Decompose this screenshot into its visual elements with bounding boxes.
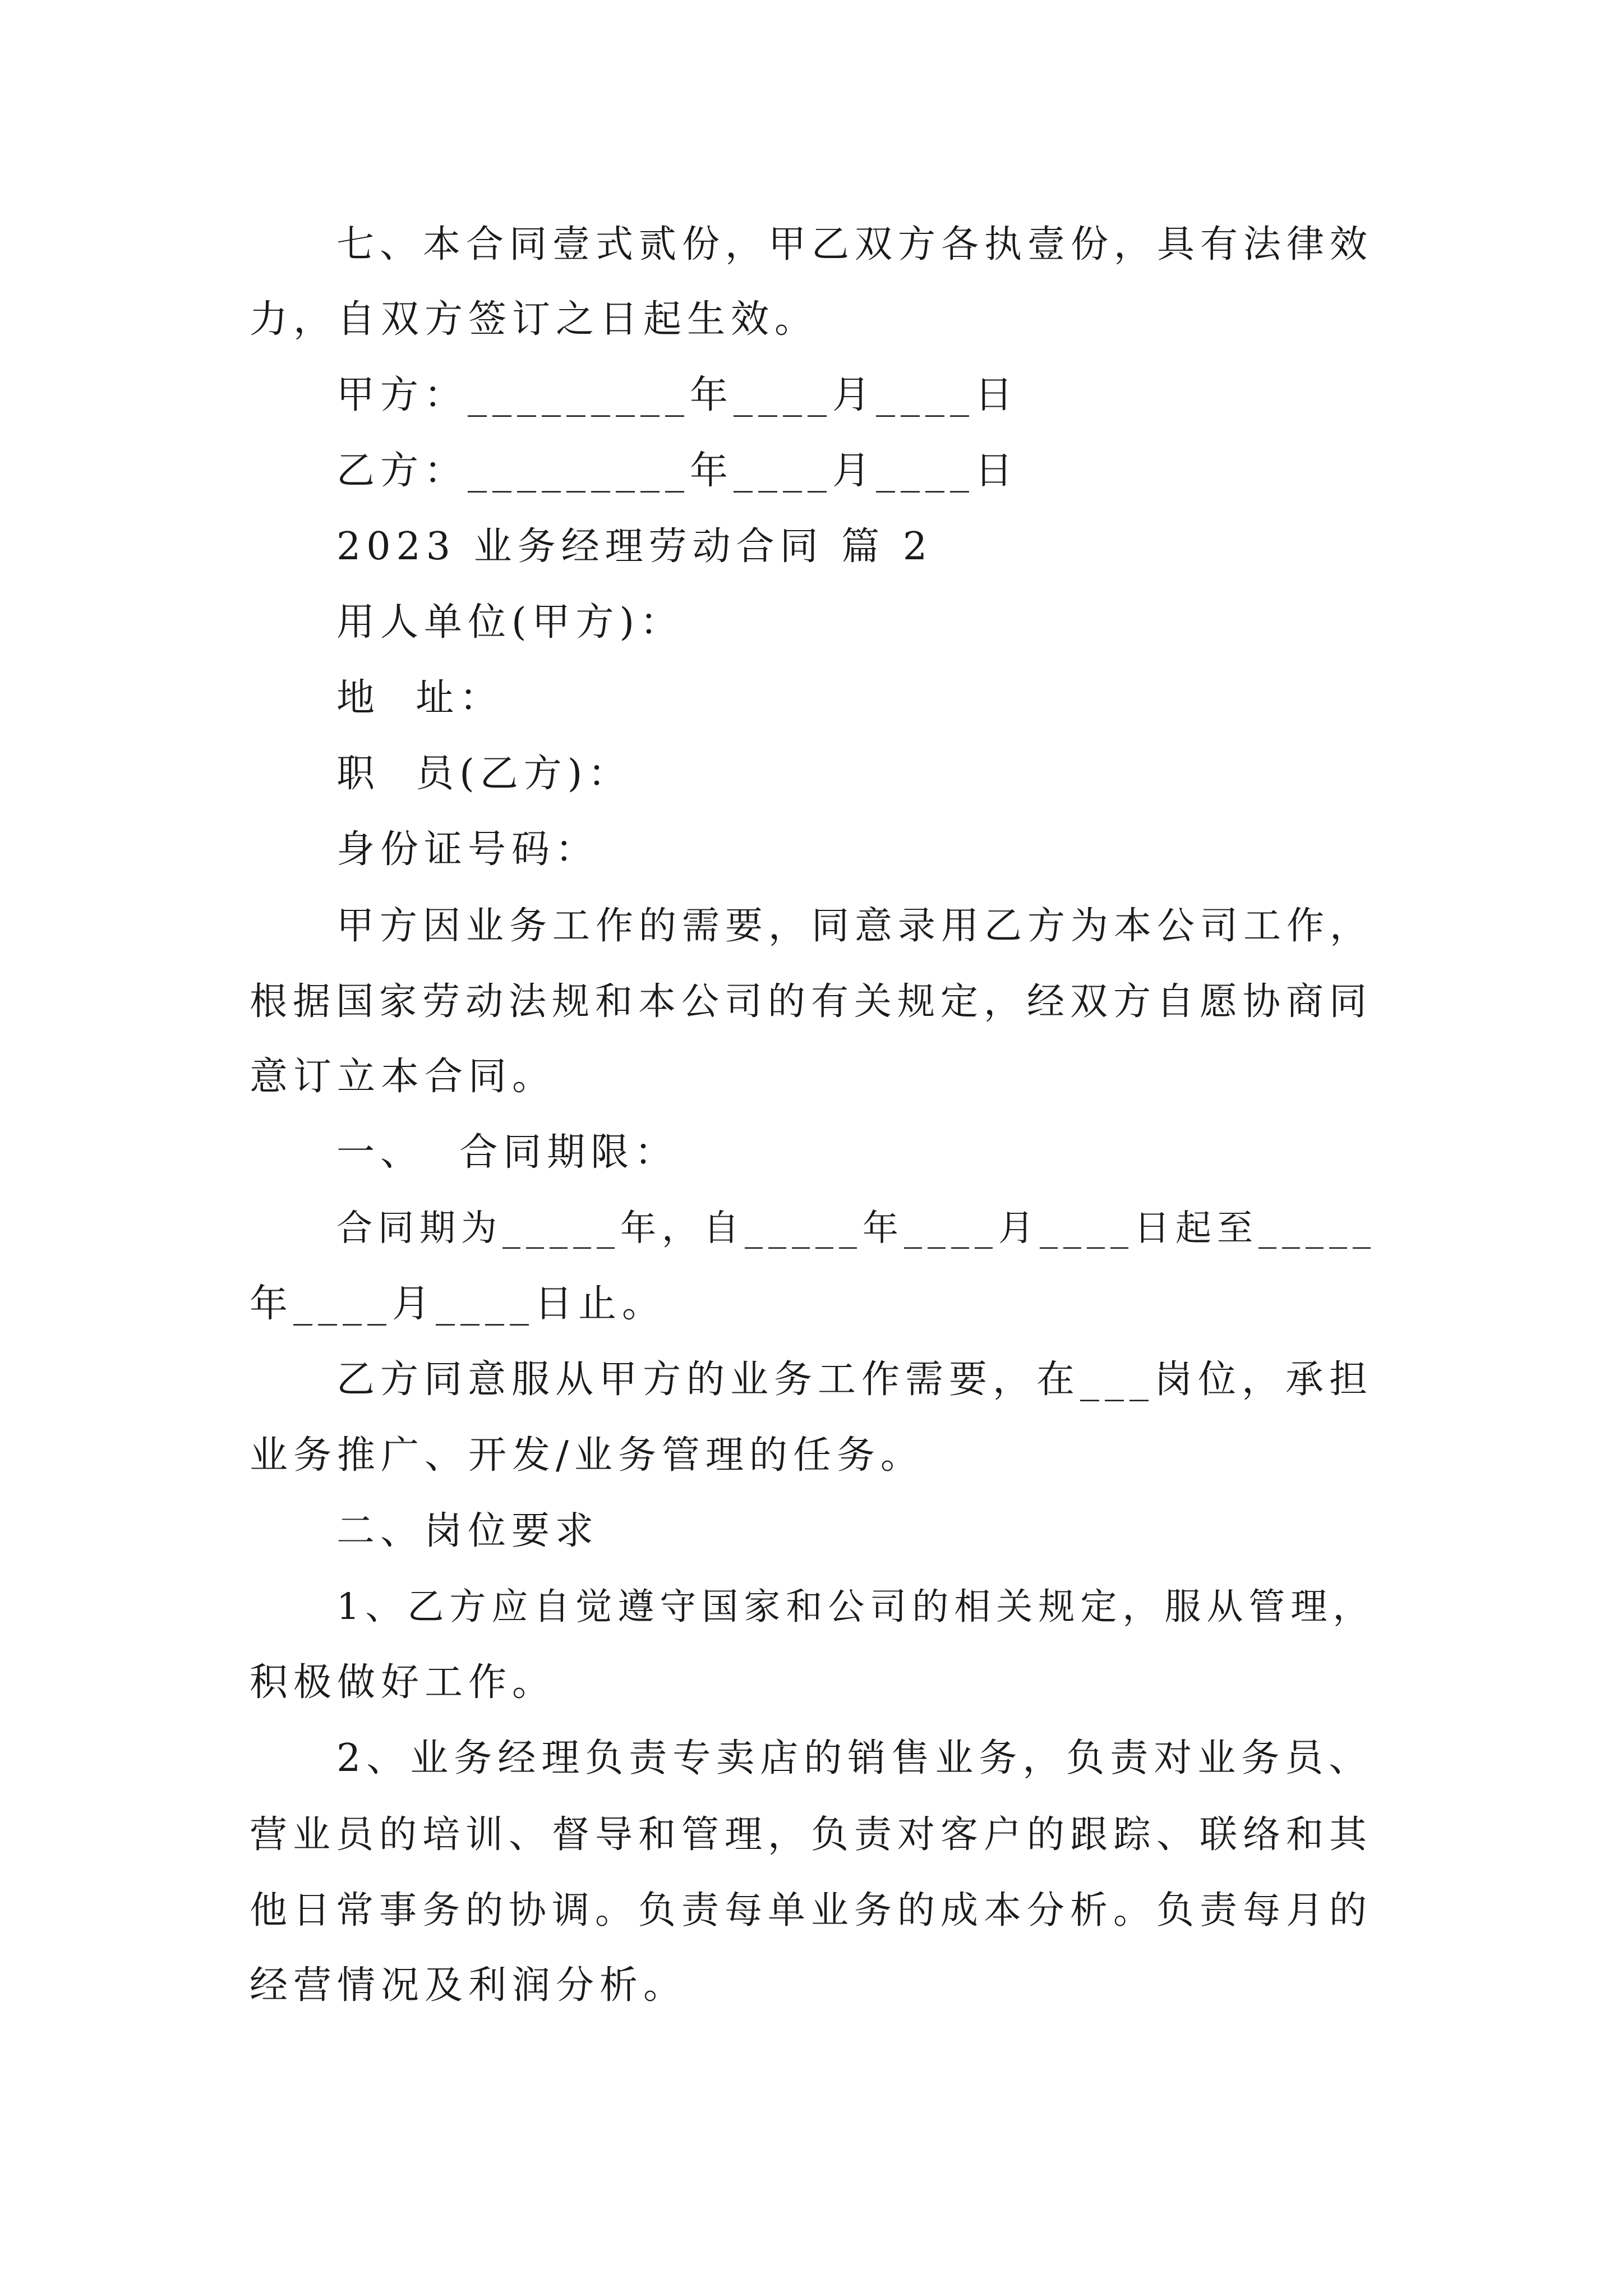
position-line-2: 业务推广、开发/业务管理的任务。 [250, 1433, 924, 1478]
employee-field: 职 员(乙方)： [336, 752, 632, 796]
clause-1-heading: 一、 合同期限： [336, 1130, 679, 1175]
section-heading: 2023 业务经理劳动合同 篇 2 [336, 524, 933, 569]
requirement-1-line-2: 积极做好工作。 [250, 1660, 556, 1705]
clause-7-line-1: 七、本合同壹式贰份，甲乙双方各执壹份，具有法律效 [336, 222, 1373, 266]
requirement-2-line-3: 他日常事务的协调。负责每单业务的成本分析。负责每月的 [250, 1888, 1372, 1932]
address-field: 地 址： [336, 676, 504, 720]
requirement-2-line-4: 经营情况及利润分析。 [250, 1963, 688, 2008]
term-line-1: 合同期为_____年，自_____年____月____日起至_____ [336, 1208, 1376, 1249]
preamble-line-2: 根据国家劳动法规和本公司的有关规定，经双方自愿协商同 [250, 979, 1372, 1023]
party-a-date-line: 甲方：_________年____月____日 [336, 373, 1019, 417]
requirement-2-line-1: 2、业务经理负责专卖店的销售业务，负责对业务员、 [336, 1736, 1373, 1780]
clause-7-line-2: 力，自双方签订之日起生效。 [250, 297, 819, 342]
party-b-date-line: 乙方：_________年____月____日 [336, 449, 1019, 493]
clause-2-heading: 二、岗位要求 [336, 1509, 600, 1553]
preamble-line-3: 意订立本合同。 [250, 1055, 556, 1099]
requirement-2-line-2: 营业员的培训、督导和管理，负责对客户的跟踪、联络和其 [250, 1812, 1372, 1856]
id-number-field: 身份证号码： [336, 827, 600, 872]
requirement-1-line-1: 1、乙方应自觉遵守国家和公司的相关规定，服从管理， [336, 1586, 1375, 1628]
position-line-1: 乙方同意服从甲方的业务工作需要，在___岗位，承担 [336, 1358, 1373, 1402]
employer-field: 用人单位(甲方)： [336, 600, 684, 645]
term-line-2: 年____月____日止。 [250, 1282, 666, 1326]
preamble-line-1: 甲方因业务工作的需要，同意录用乙方为本公司工作， [336, 904, 1373, 947]
